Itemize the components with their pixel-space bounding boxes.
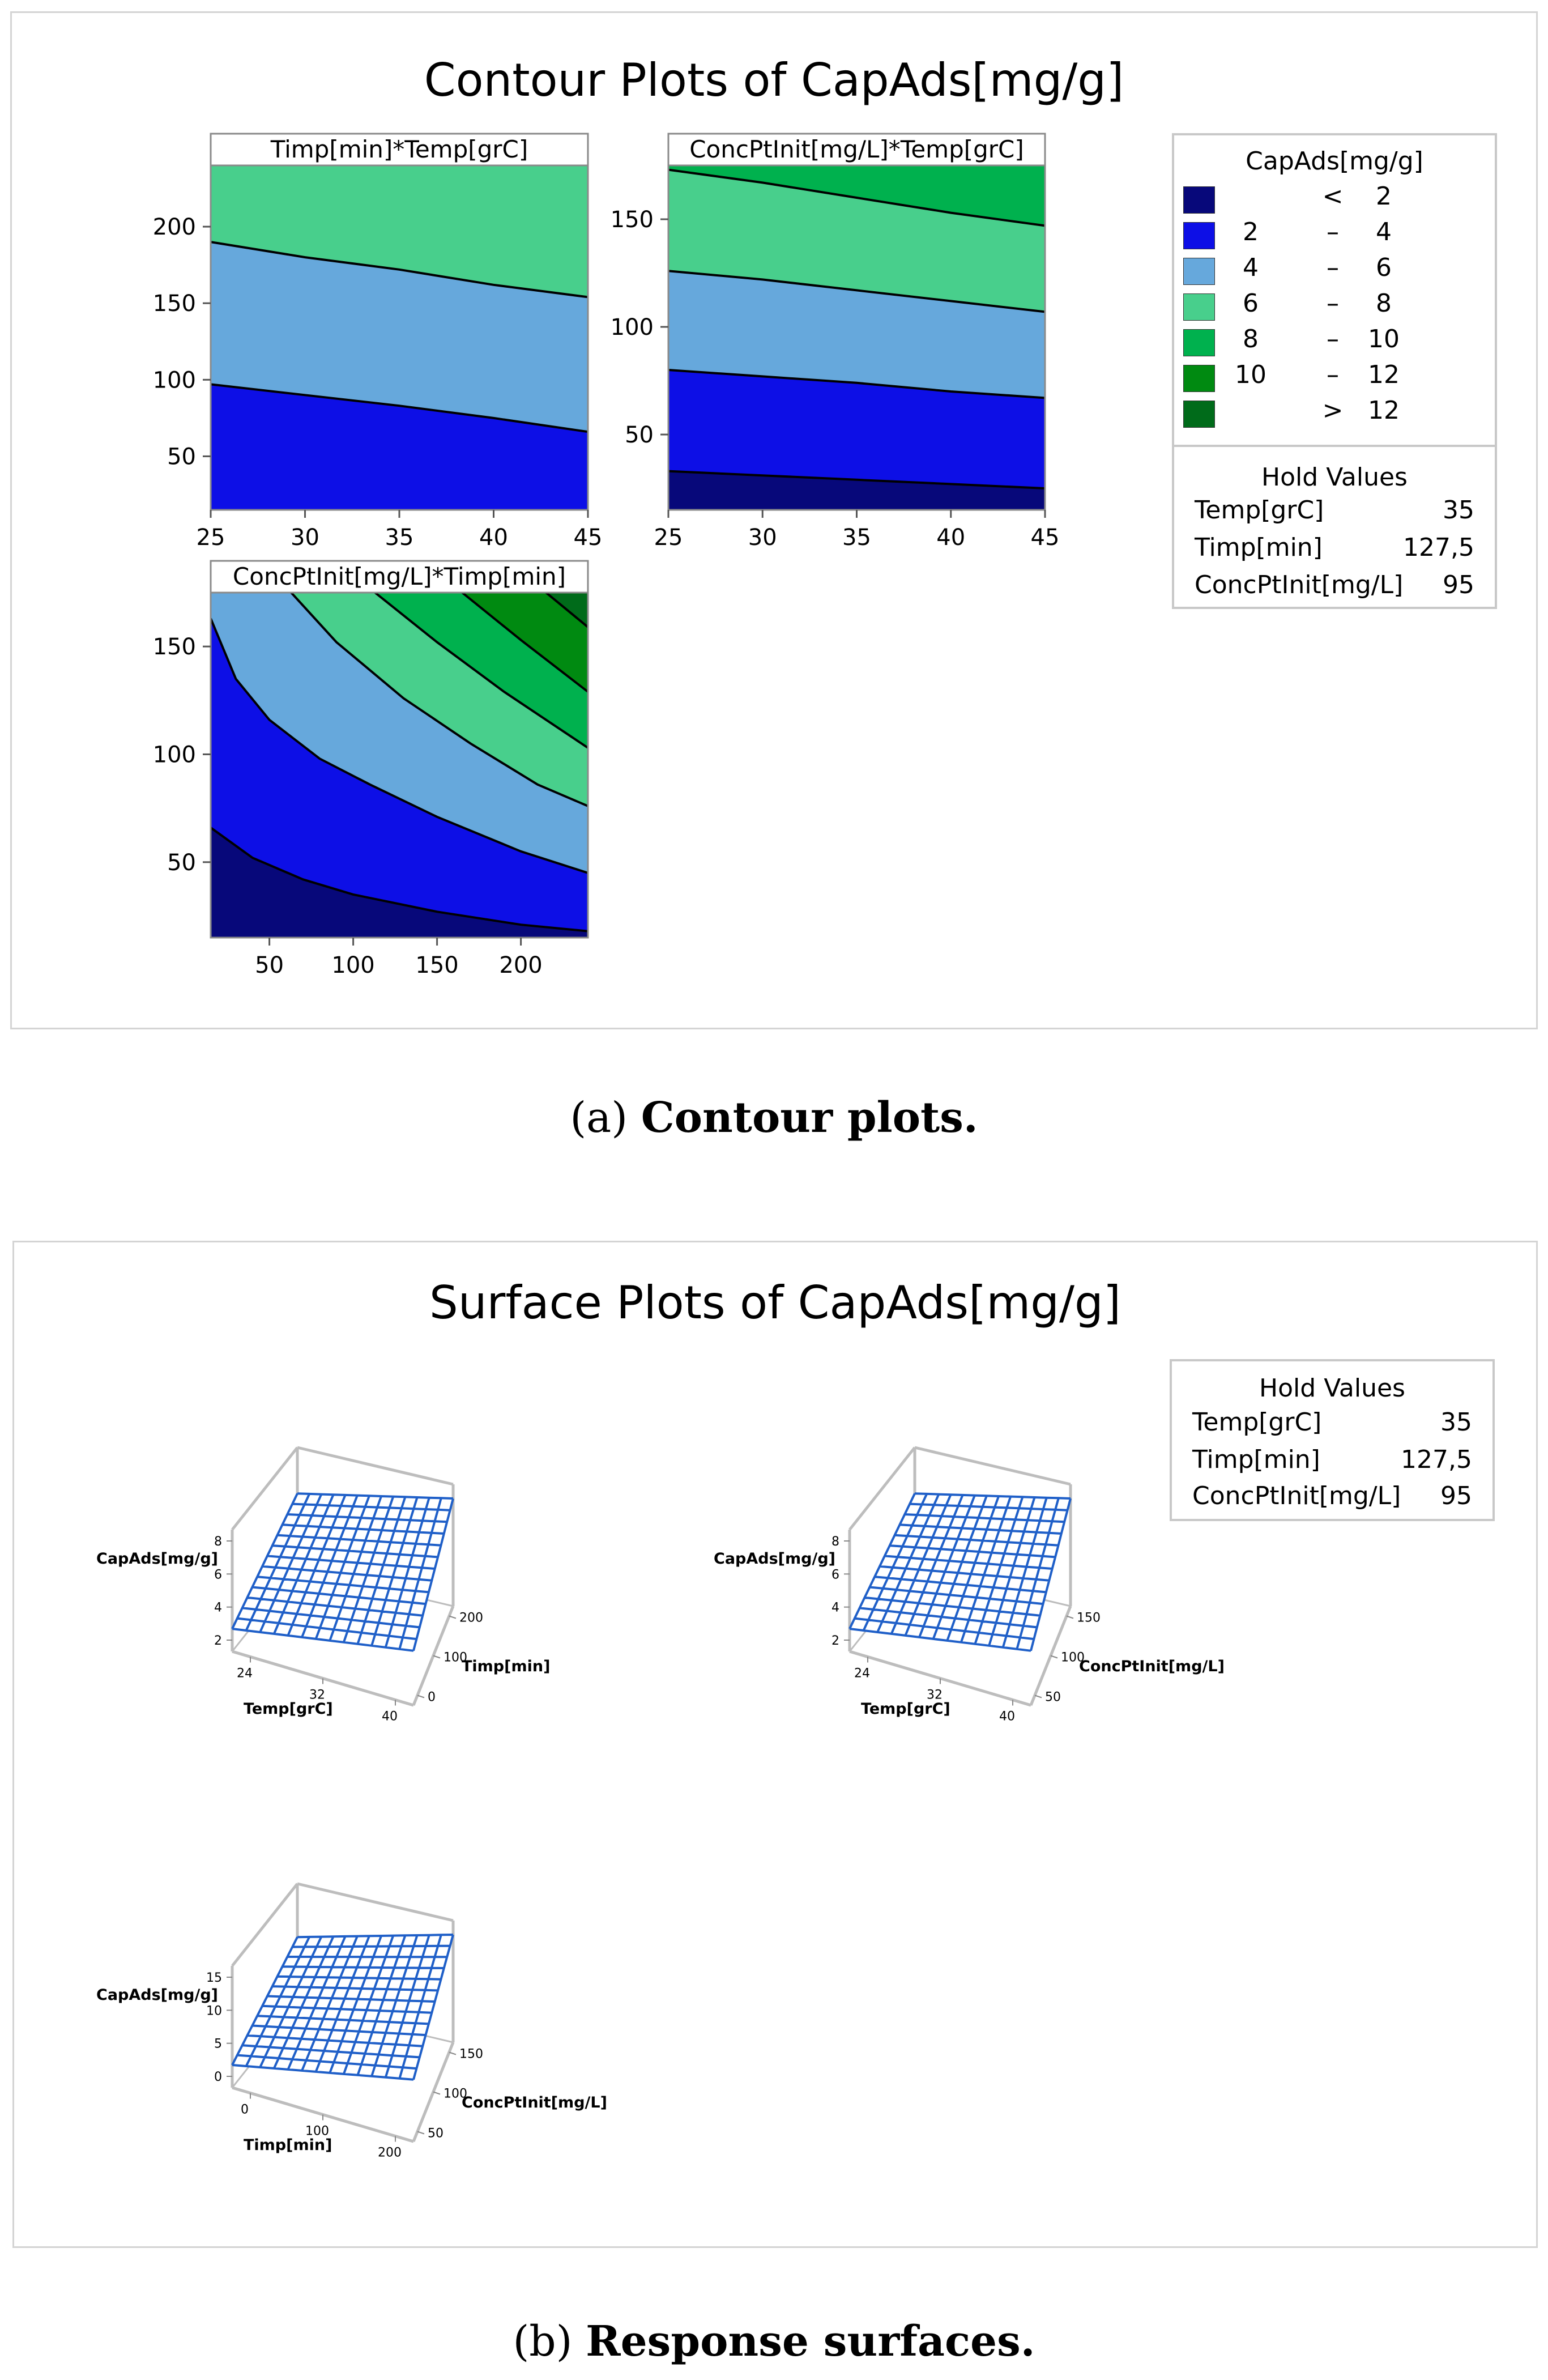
y-axis-label: Timp[min] — [462, 1658, 551, 1675]
x-tick-label: 35 — [842, 525, 871, 551]
x-tick-label: 40 — [479, 525, 508, 551]
z-tick-label: 4 — [214, 1600, 222, 1615]
y-tick-label: 150 — [152, 291, 196, 317]
y-axis-label: ConcPtInit[mg/L] — [1079, 1658, 1225, 1675]
caption-a-letter: (a) — [570, 1093, 628, 1142]
x-tick-label: 100 — [305, 2124, 329, 2139]
x-tick-label: 200 — [499, 952, 543, 978]
legend-low: 10 — [1235, 360, 1266, 389]
y-tick-label: 150 — [152, 634, 196, 661]
y-tick-label: 100 — [152, 367, 196, 394]
hold-row-timp: Timp[min] 127,5 — [1195, 533, 1474, 562]
x-tick-label: 30 — [291, 525, 319, 551]
y-tick-label: 50 — [167, 849, 196, 876]
z-tick-label: 8 — [831, 1535, 839, 1549]
y-tick-label: 200 — [459, 1611, 483, 1625]
legend-operator: – — [1327, 325, 1339, 354]
y-tick-label: 100 — [443, 1650, 467, 1665]
x-axis-label: Temp[grC] — [244, 1700, 333, 1718]
x-tick-label: 45 — [1030, 525, 1060, 551]
y-tick-label: 100 — [152, 742, 196, 768]
plot-title: Timp[min]*Temp[grC] — [270, 135, 528, 163]
z-tick-label: 2 — [214, 1634, 222, 1648]
x-axis-label: Timp[min] — [244, 2136, 332, 2154]
x-axis-label: Temp[grC] — [861, 1700, 950, 1718]
hold-row-conc: ConcPtInit[mg/L] 95 — [1195, 570, 1474, 599]
legend-high: 10 — [1368, 325, 1400, 354]
hold-row-temp: Temp[grC] 35 — [1195, 496, 1474, 525]
z-axis-label: CapAds[mg/g] — [714, 1550, 835, 1568]
hold-values-title-surface: Hold Values — [1259, 1374, 1405, 1403]
box-edge — [915, 1447, 1071, 1484]
y-axis-label: ConcPtInit[mg/L] — [462, 2094, 607, 2111]
y-tick-label: 0 — [428, 1690, 436, 1705]
contour-figure-title: Contour Plots of CapAds[mg/g] — [424, 54, 1124, 107]
legend-high: 8 — [1376, 289, 1392, 318]
y-tick-label: 50 — [428, 2126, 443, 2141]
surface-figure-title: Surface Plots of CapAds[mg/g] — [429, 1276, 1121, 1329]
z-tick-label: 5 — [214, 2037, 222, 2051]
legend-high: 6 — [1376, 253, 1392, 282]
hold-row-timp-surface: Timp[min] 127,5 — [1192, 1445, 1472, 1474]
x-tick-label: 40 — [999, 1709, 1015, 1724]
x-tick-label: 24 — [854, 1666, 870, 1681]
x-tick-label: 0 — [241, 2102, 249, 2117]
x-tick-label: 24 — [237, 1666, 253, 1681]
legend-operator: – — [1327, 218, 1339, 246]
y-tick-label: 100 — [610, 314, 654, 340]
y-tick-label: 150 — [459, 2047, 483, 2062]
caption-b-text: Response surfaces. — [586, 2317, 1035, 2366]
x-tick-label: 32 — [309, 1688, 325, 1702]
legend-high: 12 — [1368, 396, 1400, 425]
legend-low: 6 — [1243, 289, 1259, 318]
x-tick-label: 35 — [385, 525, 414, 551]
x-tick-label: 25 — [654, 525, 683, 551]
y-tick-label: 150 — [610, 207, 654, 233]
y-tick-label: 50 — [1045, 1690, 1061, 1705]
caption-b-letter: (b) — [513, 2317, 573, 2366]
hold-row-conc-surface: ConcPtInit[mg/L] 95 — [1192, 1481, 1472, 1510]
y-tick-label: 50 — [167, 444, 196, 470]
legend-high: 12 — [1368, 360, 1400, 389]
y-tick-label: 50 — [625, 422, 654, 448]
legend-high: 2 — [1376, 182, 1392, 211]
x-tick-label: 40 — [382, 1709, 398, 1724]
legend-operator: > — [1322, 396, 1344, 425]
box-edge — [297, 1447, 453, 1484]
z-tick-label: 8 — [214, 1535, 222, 1549]
y-tick-label: 100 — [443, 2087, 467, 2101]
z-axis-label: CapAds[mg/g] — [96, 1986, 218, 2004]
legend-operator: – — [1327, 360, 1339, 389]
y-tick-label: 150 — [1077, 1611, 1101, 1625]
caption-a-text: Contour plots. — [641, 1093, 978, 1142]
plot-title: ConcPtInit[mg/L]*Timp[min] — [232, 563, 566, 590]
legend-low: 4 — [1243, 253, 1259, 282]
legend-operator: – — [1327, 289, 1339, 318]
caption-b — [0, 2317, 1548, 2366]
z-tick-label: 6 — [831, 1568, 839, 1582]
x-tick-label: 200 — [378, 2145, 402, 2160]
z-tick-label: 2 — [831, 1634, 839, 1648]
x-tick-label: 32 — [927, 1688, 943, 1702]
legend-high: 4 — [1376, 218, 1392, 246]
z-tick-label: 15 — [206, 1971, 222, 1985]
x-tick-label: 40 — [936, 525, 966, 551]
x-tick-label: 30 — [748, 525, 777, 551]
legend-low: 8 — [1243, 325, 1259, 354]
plot-title: ConcPtInit[mg/L]*Temp[grC] — [689, 135, 1024, 163]
surface-plot — [714, 1447, 1225, 1724]
box-edge — [297, 1884, 453, 1921]
hold-values-title: Hold Values — [1261, 463, 1408, 492]
legend-low: 2 — [1243, 218, 1259, 246]
x-tick-label: 25 — [196, 525, 225, 551]
z-axis-label: CapAds[mg/g] — [96, 1550, 218, 1568]
legend-operator: < — [1322, 182, 1344, 211]
legend-operator: – — [1327, 253, 1339, 282]
surface-plot — [96, 1447, 550, 1724]
surface-plot — [96, 1884, 607, 2160]
x-tick-label: 50 — [255, 952, 284, 978]
y-tick-label: 100 — [1061, 1650, 1085, 1665]
z-tick-label: 6 — [214, 1568, 222, 1582]
box-edge — [232, 1884, 297, 1966]
x-tick-label: 45 — [573, 525, 603, 551]
x-tick-label: 100 — [331, 952, 375, 978]
z-tick-label: 10 — [206, 2004, 222, 2019]
z-tick-label: 0 — [214, 2070, 222, 2084]
legend-title: CapAds[mg/g] — [1246, 147, 1423, 176]
x-tick-label: 150 — [415, 952, 459, 978]
hold-row-temp-surface: Temp[grC] 35 — [1192, 1408, 1472, 1437]
y-tick-label: 200 — [152, 214, 196, 241]
z-tick-label: 4 — [831, 1600, 839, 1615]
